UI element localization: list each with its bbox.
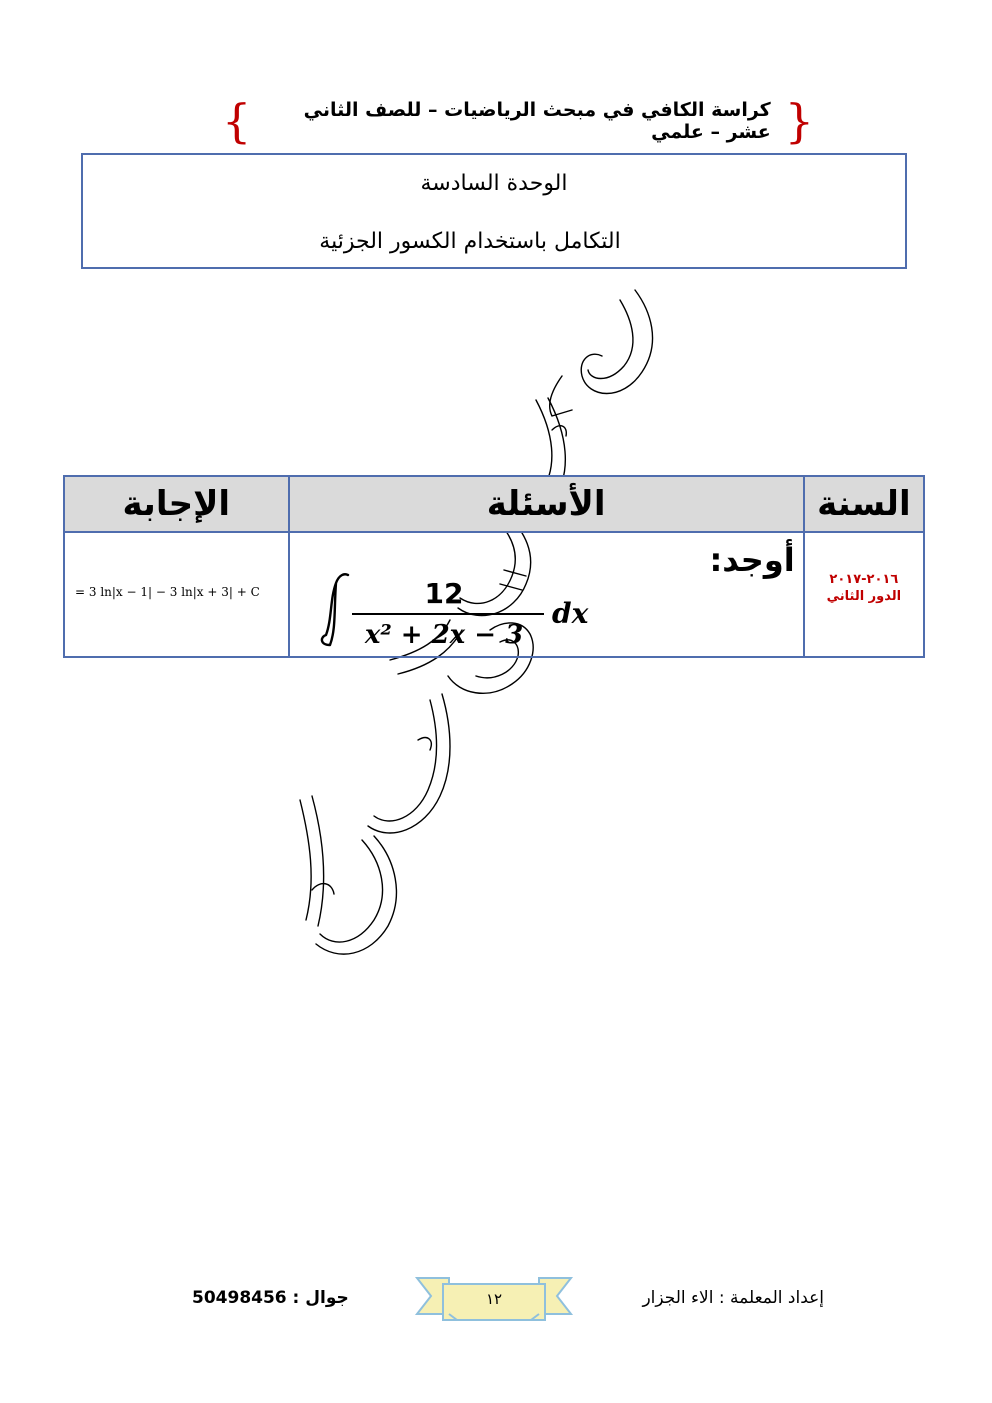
document-header (222, 96, 814, 146)
header-answer: الإجابة (64, 476, 289, 532)
question-cell (289, 532, 804, 657)
footer-author: إعداد المعلمة : الاء الجزار (642, 1288, 824, 1308)
answer-cell (64, 532, 289, 657)
page-number: ١٢ (485, 1290, 503, 1308)
table-row (64, 532, 924, 657)
exam-session: الدور الثاني (826, 589, 902, 604)
integral-expression (316, 569, 606, 649)
integral-differential: dx (551, 597, 588, 630)
unit-box (81, 153, 907, 269)
header-year: السنة (804, 476, 924, 532)
year-label (805, 571, 923, 605)
header-questions: الأسئلة (289, 476, 804, 532)
year-cell (804, 532, 924, 657)
integral-numerator: 12 (424, 577, 463, 610)
unit-name: الوحدة السادسة (420, 171, 568, 196)
year-range: ٢٠١٦-٢٠١٧ (829, 572, 899, 587)
answer-text: = 3 ln|x − 1| − 3 ln|x + 3| + C (75, 585, 260, 599)
footer-phone: جوال : 50498456 (192, 1288, 349, 1308)
questions-table (63, 475, 925, 658)
brace-right: } (784, 94, 814, 148)
table-header-row (64, 476, 924, 532)
brace-left: { (222, 94, 252, 148)
unit-topic: التكامل باستخدام الكسور الجزئية (319, 229, 621, 254)
header-title: كراسة الكافي في مبحث الرياضيات – للصف الثاني عشر – علمي (303, 99, 771, 143)
question-instruction: أوجد: (709, 541, 795, 579)
integral-denominator: x² + 2x − 3 (364, 620, 523, 649)
